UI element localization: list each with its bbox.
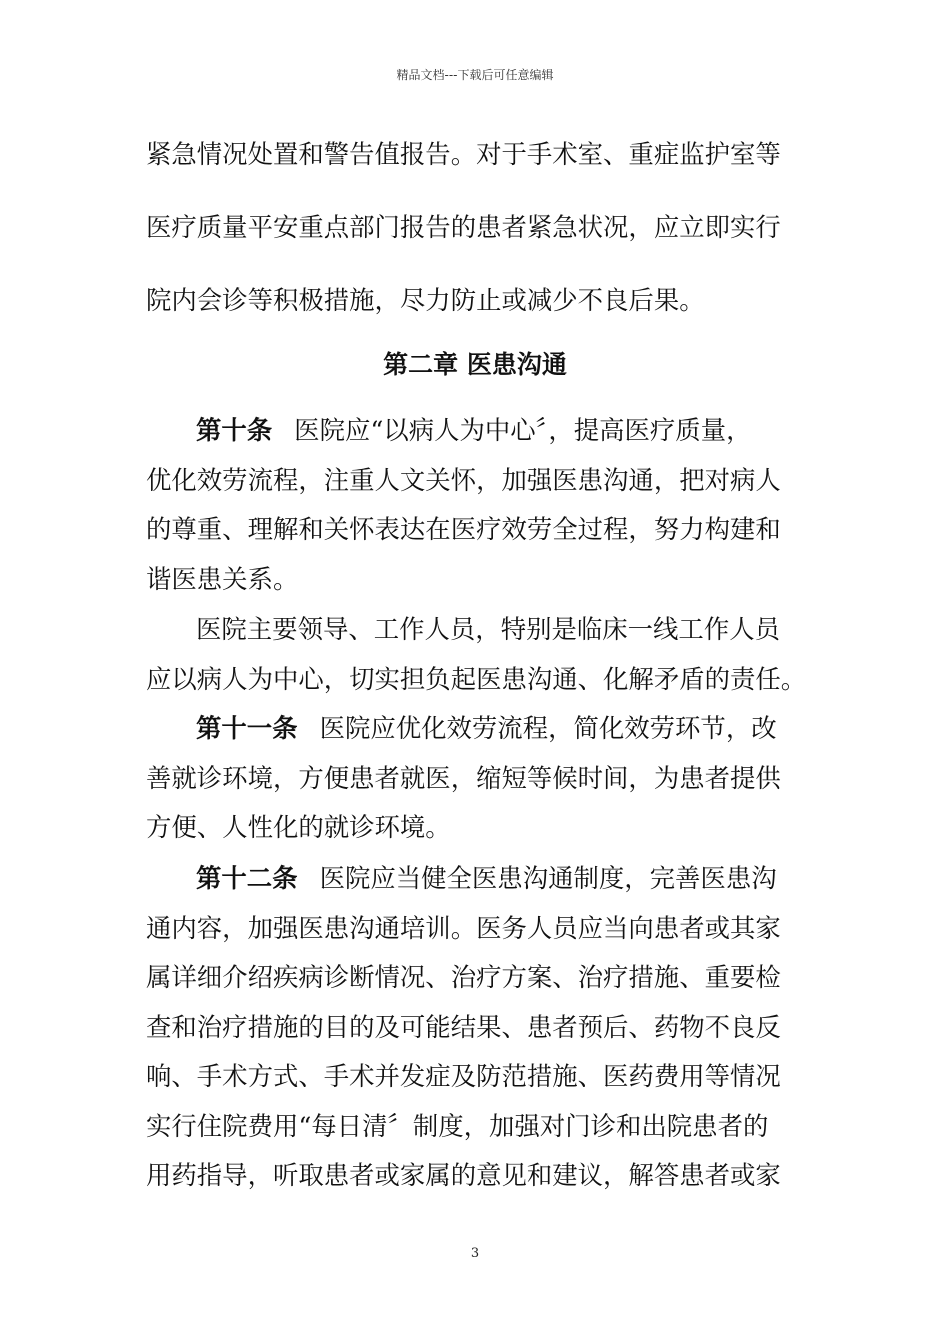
article-10-paragraph-2 xyxy=(146,605,816,704)
article-text: 医院应当健全医患沟通制度，完善医患沟 xyxy=(319,863,777,893)
text-line: 方便、人性化的就诊环境。 xyxy=(146,812,451,842)
text-line: 优化效劳流程，注重人文关怀，加强医患沟通，把对病人 xyxy=(146,464,781,495)
text-line: 响、手术方式、手术并发症及防范措施、医药费用等情况 xyxy=(146,1061,781,1091)
text-line: 通内容，加强医患沟通培训。医务人员应当向患者或其家 xyxy=(146,912,781,943)
text-line: 实行住院费用“每日清〞制度，加强对门诊和出院患者的 xyxy=(146,1110,769,1141)
text-line: 紧急情况处置和警告值报告。对于手术室、重症监护室等 xyxy=(146,139,781,169)
text-line xyxy=(146,406,816,456)
text-line: 的尊重、理解和关怀表达在医疗效劳全过程，努力构建和 xyxy=(146,514,781,544)
page-number: 3 xyxy=(470,1246,480,1261)
article-label: 第十二条 xyxy=(196,863,298,893)
text-line xyxy=(146,854,816,904)
text-line: 院内会诊等积极措施，尽力防止或减少不良后果。 xyxy=(146,285,705,315)
text-line: 查和治疗措施的目的及可能结果、患者预后、药物不良反 xyxy=(146,1011,781,1042)
chapter-title: 第二章 医患沟通 xyxy=(383,350,567,379)
article-label: 第十一条 xyxy=(196,713,298,743)
intro-paragraph xyxy=(146,118,816,337)
text-line: 用药指导，听取患者或家属的意见和建议，解答患者或家 xyxy=(146,1160,781,1190)
article-11-paragraph xyxy=(146,704,816,853)
article-10-paragraph xyxy=(146,406,816,604)
text-line: 医院主要领导、工作人员，特别是临床一线工作人员 xyxy=(196,614,780,644)
article-text: 医院应“以病人为中心〞，提高医疗质量， xyxy=(294,415,752,445)
article-text: 医院应优化效劳流程，简化效劳环节，改 xyxy=(319,713,777,743)
article-label: 第十条 xyxy=(196,415,273,445)
article-12-paragraph xyxy=(146,854,816,1201)
text-line: 谐医患关系。 xyxy=(146,563,299,594)
text-line xyxy=(146,704,816,754)
text-line: 医疗质量平安重点部门报告的患者紧急状况，应立即实行 xyxy=(146,212,781,242)
text-line: 善就诊环境，方便患者就医，缩短等候时间，为患者提供 xyxy=(146,762,781,793)
page-header: 精品文档---下载后可任意编辑 xyxy=(396,68,554,82)
text-line: 应以病人为中心，切实担负起医患沟通、化解矛盾的责任。 xyxy=(146,663,807,694)
text-line: 属详细介绍疾病诊断情况、治疗方案、治疗措施、重要检 xyxy=(146,962,781,992)
